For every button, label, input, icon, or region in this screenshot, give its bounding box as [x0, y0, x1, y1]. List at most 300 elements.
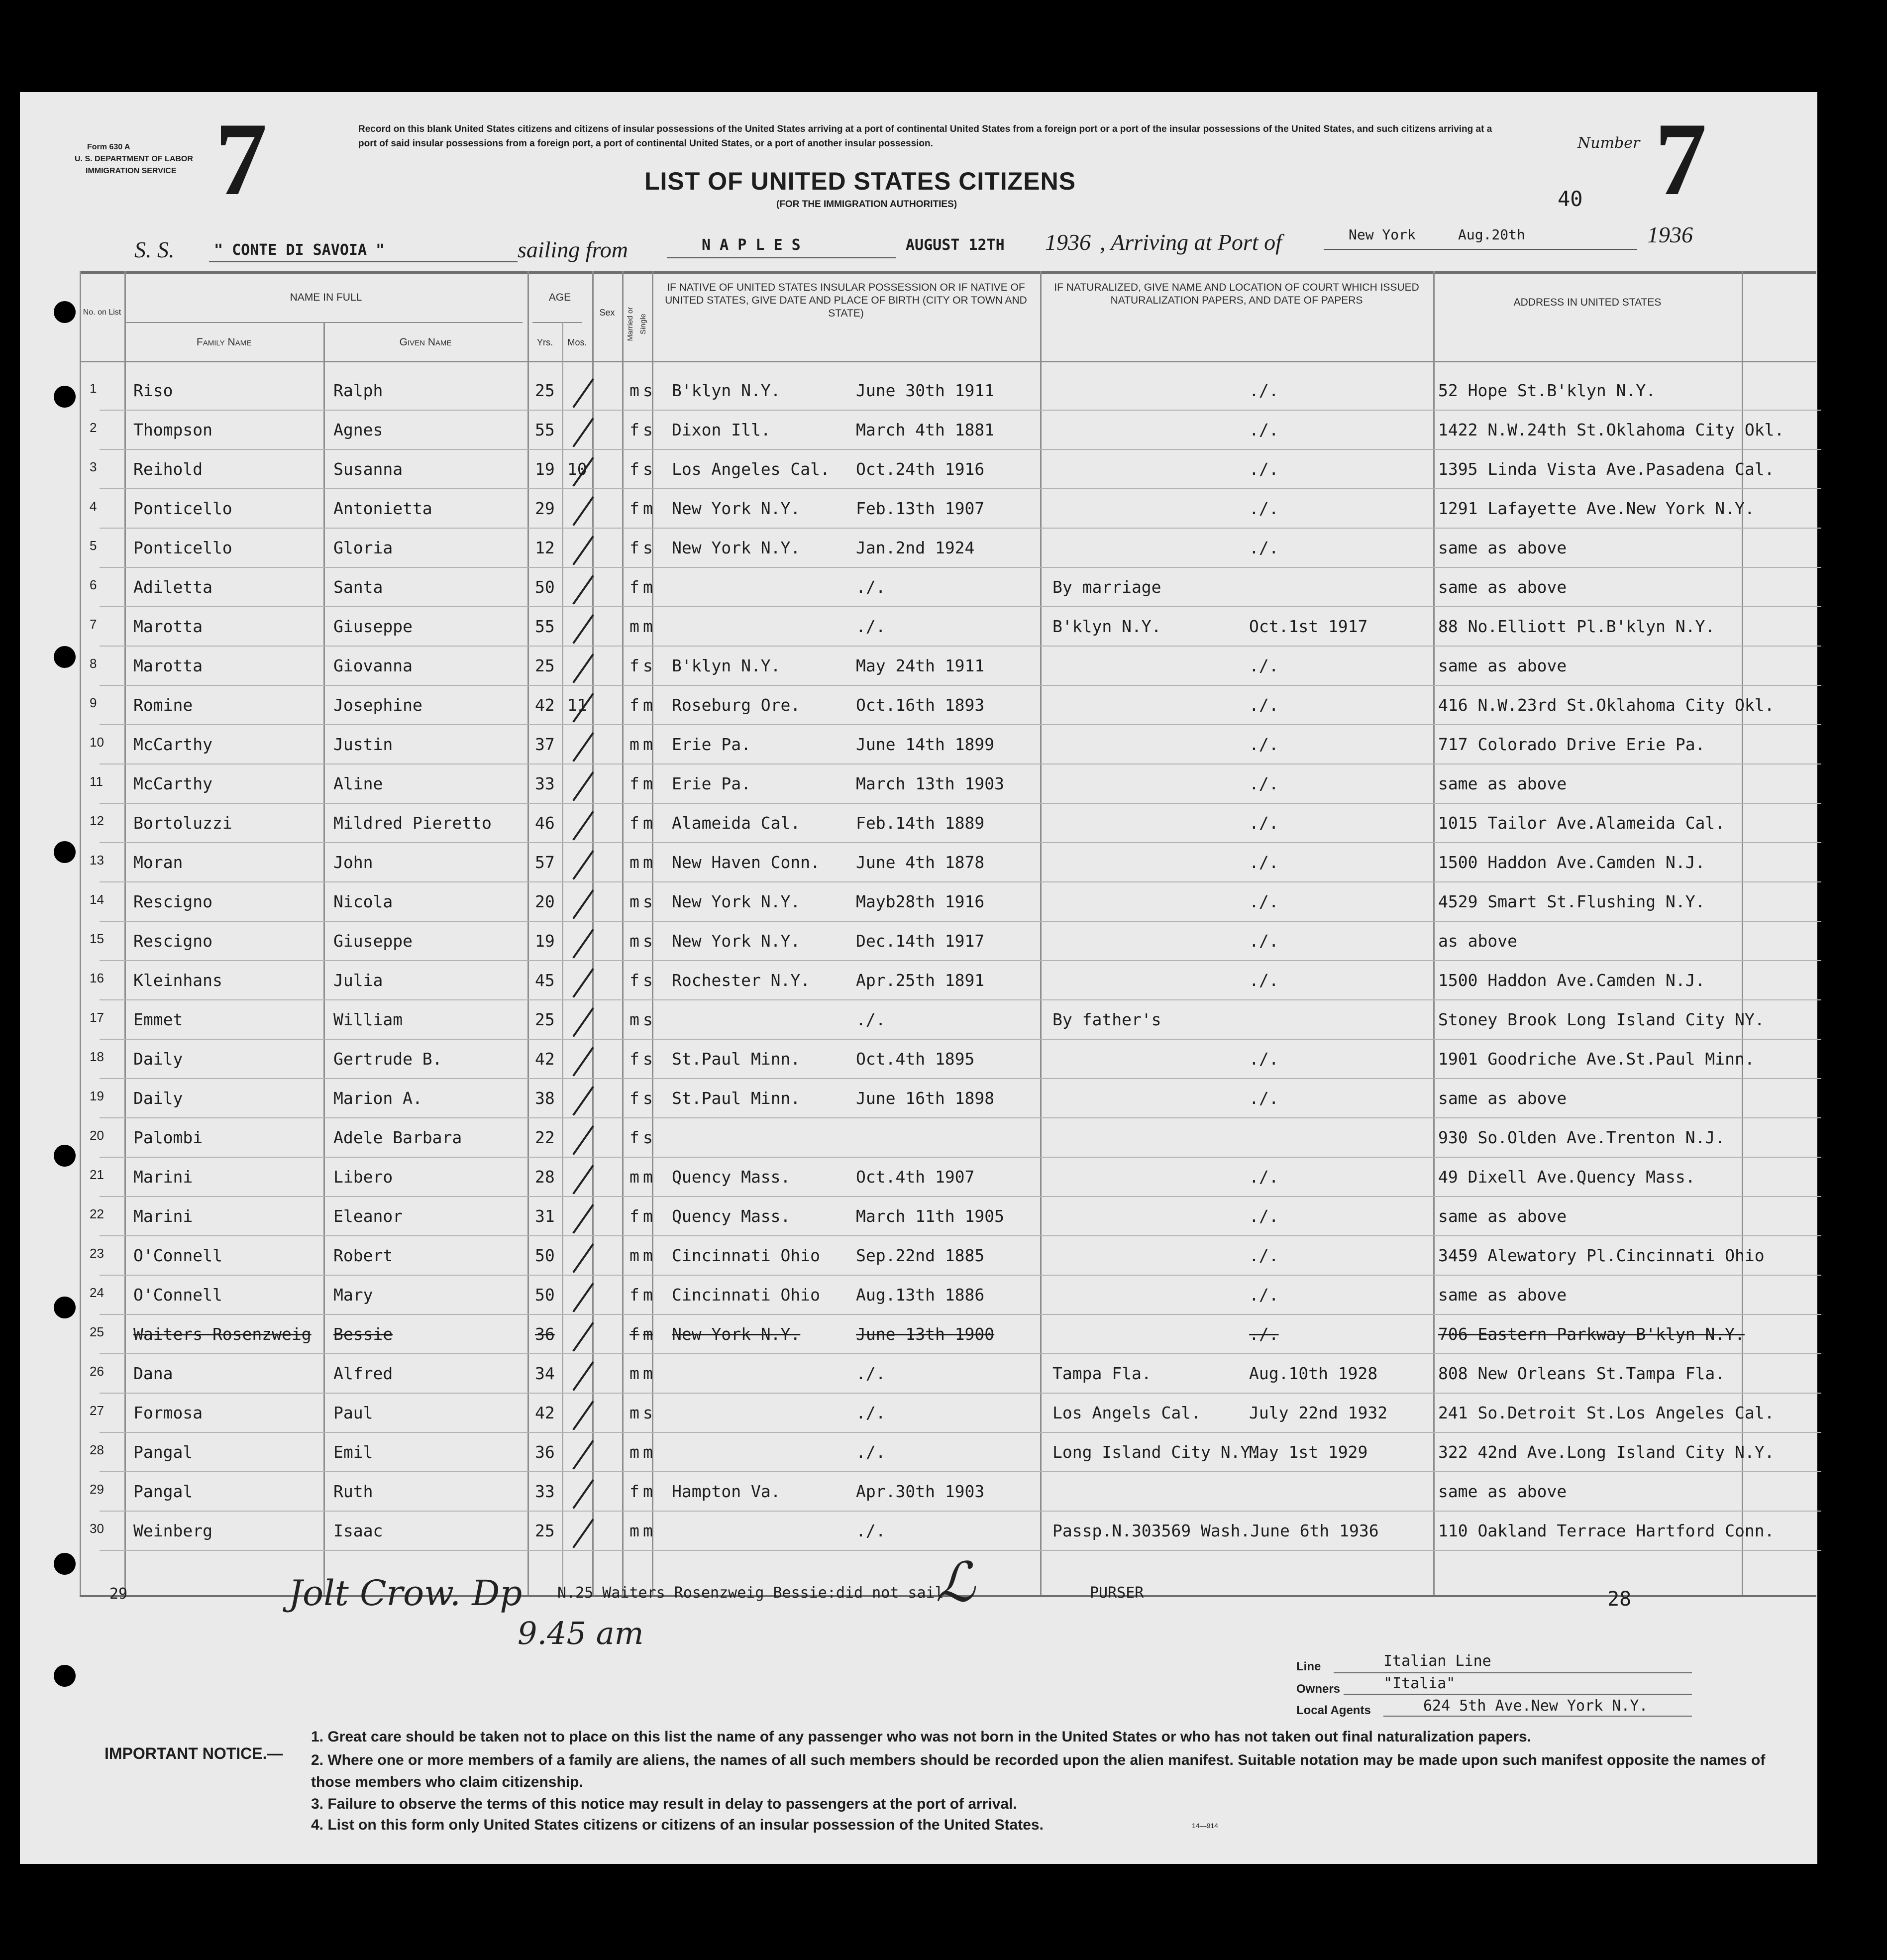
- age-years: 46: [535, 813, 555, 833]
- page-subtitle: (FOR THE IMMIGRATION AUTHORITIES): [776, 199, 957, 210]
- family-name: O'Connell: [133, 1246, 222, 1265]
- row-rule: [100, 803, 1821, 804]
- family-name: Rescigno: [133, 931, 212, 951]
- naturalization-date: ./.: [1249, 1285, 1279, 1305]
- sex: f: [629, 813, 639, 833]
- row-rule: [100, 921, 1821, 922]
- given-name: Adele Barbara: [333, 1128, 462, 1147]
- marital-status: m: [643, 1364, 653, 1383]
- given-name: Bessie: [333, 1324, 393, 1344]
- birth-date: Apr.25th 1891: [856, 971, 985, 990]
- age-years: 57: [535, 853, 555, 872]
- row-number: 13: [90, 853, 104, 868]
- age-years: 34: [535, 1364, 555, 1383]
- birth-place: Los Angeles Cal.: [672, 459, 830, 479]
- marital-status: m: [643, 735, 653, 754]
- check-mark: [572, 1283, 594, 1312]
- row-number: 17: [90, 1010, 104, 1025]
- birth-date: May 24th 1911: [856, 656, 985, 675]
- sex: m: [629, 931, 639, 951]
- row-rule: [100, 881, 1821, 882]
- date-from: AUGUST 12TH: [906, 236, 1005, 254]
- naturalization-date: ./.: [1249, 1089, 1279, 1108]
- check-mark: [572, 1243, 594, 1273]
- did-not-sail-note: N.25 Waiters Rosenzweig Bessie:did not sail: [557, 1584, 944, 1602]
- line-label: Line: [1296, 1660, 1321, 1673]
- birth-date: Oct.4th 1895: [856, 1049, 975, 1069]
- address: same as above: [1438, 656, 1567, 675]
- row-number: 26: [90, 1364, 104, 1379]
- age-years: 31: [535, 1206, 555, 1226]
- print-code: 14—914: [1192, 1822, 1218, 1830]
- birth-place: New York N.Y.: [672, 538, 801, 557]
- row-number: 28: [90, 1442, 104, 1457]
- given-name: Libero: [333, 1167, 393, 1187]
- header-married: Married or Single: [626, 307, 647, 341]
- address: 49 Dixell Ave.Quency Mass.: [1438, 1167, 1695, 1187]
- row-rule: [100, 842, 1821, 843]
- row-rule: [100, 1275, 1821, 1276]
- line-value: Italian Line: [1383, 1652, 1491, 1670]
- naturalization-date: ./.: [1249, 459, 1279, 479]
- birth-date: ./.: [856, 577, 886, 597]
- age-years: 12: [535, 538, 555, 557]
- given-name: Giovanna: [333, 656, 413, 675]
- age-years: 20: [535, 892, 555, 911]
- binder-hole: [54, 386, 76, 408]
- address: 1015 Tailor Ave.Alameida Cal.: [1438, 813, 1725, 833]
- given-name: Justin: [333, 735, 393, 754]
- address: 241 So.Detroit St.Los Angeles Cal.: [1438, 1403, 1775, 1422]
- given-name: Susanna: [333, 459, 403, 479]
- marital-status: s: [643, 1403, 653, 1422]
- row-rule: [100, 1314, 1821, 1315]
- given-name: Marion A.: [333, 1089, 422, 1108]
- naturalization-date: ./.: [1249, 1206, 1279, 1226]
- naturalization-place: By father's: [1052, 1010, 1161, 1029]
- family-name: Weinberg: [133, 1521, 212, 1540]
- age-years: 29: [535, 499, 555, 518]
- row-rule: [100, 999, 1821, 1000]
- address: 1422 N.W.24th St.Oklahoma City Okl.: [1438, 420, 1784, 439]
- family-name: Reihold: [133, 459, 203, 479]
- birth-date: ./.: [856, 1364, 886, 1383]
- birth-date: March 13th 1903: [856, 774, 1005, 793]
- naturalization-place: Passp.N.303569 Wash.June 6th 1936: [1052, 1521, 1379, 1540]
- check-mark: [572, 1440, 594, 1470]
- birth-place: New York N.Y.: [672, 892, 801, 911]
- marital-status: s: [643, 1010, 653, 1029]
- age-years: 38: [535, 1089, 555, 1108]
- family-name: Marotta: [133, 617, 203, 636]
- address: 4529 Smart St.Flushing N.Y.: [1438, 892, 1705, 911]
- date-to: Aug.20th: [1458, 226, 1525, 243]
- year-from: 1936: [1045, 229, 1091, 255]
- birth-date: ./.: [856, 1442, 886, 1462]
- marital-status: m: [643, 853, 653, 872]
- marital-status: m: [643, 1167, 653, 1187]
- notice-item-3: 3. Failure to observe the terms of this notice may result in delay to passengers at the port of arrival.: [311, 1796, 1017, 1812]
- marital-status: s: [643, 1089, 653, 1108]
- row-number: 20: [90, 1128, 104, 1143]
- age-years: 42: [535, 695, 555, 715]
- birth-place: New York N.Y.: [672, 1324, 801, 1344]
- birth-place: Dixon Ill.: [672, 420, 771, 439]
- sex: m: [629, 1167, 639, 1187]
- row-rule: [100, 1117, 1821, 1118]
- age-years: 50: [535, 1246, 555, 1265]
- age-years: 42: [535, 1403, 555, 1422]
- age-years: 25: [535, 1010, 555, 1029]
- sex: f: [629, 1482, 639, 1501]
- naturalization-place: B'klyn N.Y.: [1052, 617, 1161, 636]
- family-name: Adiletta: [133, 577, 212, 597]
- sex: f: [629, 656, 639, 675]
- birth-date: Feb.13th 1907: [856, 499, 985, 518]
- row-rule: [100, 1039, 1821, 1040]
- sex: f: [629, 1128, 639, 1147]
- address: 416 N.W.23rd St.Oklahoma City Okl.: [1438, 695, 1775, 715]
- given-name: Agnes: [333, 420, 383, 439]
- given-name: Julia: [333, 971, 383, 990]
- check-mark: [572, 771, 594, 801]
- sex: m: [629, 853, 639, 872]
- age-years: 36: [535, 1324, 555, 1344]
- sex: f: [629, 499, 639, 518]
- family-name: Dana: [133, 1364, 173, 1383]
- birth-place: New York N.Y.: [672, 499, 801, 518]
- address: same as above: [1438, 1206, 1567, 1226]
- family-name: Bortoluzzi: [133, 813, 232, 833]
- row-number: 6: [90, 577, 97, 592]
- row-number: 21: [90, 1167, 104, 1182]
- given-name: Ralph: [333, 381, 383, 400]
- given-name: Santa: [333, 577, 383, 597]
- check-mark: [572, 1047, 594, 1077]
- address: same as above: [1438, 1089, 1567, 1108]
- row-rule: [100, 960, 1821, 961]
- form-number: Form 630 A: [87, 143, 130, 151]
- handwritten-time: 9.45 am: [518, 1615, 644, 1651]
- age-years: 22: [535, 1128, 555, 1147]
- row-rule: [100, 1353, 1821, 1354]
- marital-status: m: [643, 1324, 653, 1344]
- address: 717 Colorado Drive Erie Pa.: [1438, 735, 1705, 754]
- address: 1500 Haddon Ave.Camden N.J.: [1438, 853, 1705, 872]
- number-label: Number: [1577, 134, 1640, 152]
- family-name: O'Connell: [133, 1285, 222, 1305]
- check-mark: [572, 1479, 594, 1509]
- check-mark: [572, 1322, 594, 1352]
- check-mark: [572, 1361, 594, 1391]
- row-number: 18: [90, 1049, 104, 1064]
- row-rule: [100, 1196, 1821, 1197]
- binder-hole: [54, 1297, 76, 1318]
- naturalization-date: ./.: [1249, 420, 1279, 439]
- notice-heading: IMPORTANT NOTICE.—: [105, 1744, 283, 1762]
- birth-date: Oct.16th 1893: [856, 695, 985, 715]
- check-mark: [572, 811, 594, 841]
- address: 88 No.Elliott Pl.B'klyn N.Y.: [1438, 617, 1715, 636]
- given-name: Isaac: [333, 1521, 383, 1540]
- family-name: Marini: [133, 1167, 193, 1187]
- address: 110 Oakland Terrace Hartford Conn.: [1438, 1521, 1775, 1540]
- marital-status: s: [643, 656, 653, 675]
- sex: m: [629, 381, 639, 400]
- marital-status: s: [643, 538, 653, 557]
- marital-status: m: [643, 695, 653, 715]
- naturalization-date: Oct.1st 1917: [1249, 617, 1368, 636]
- sex: m: [629, 1403, 639, 1422]
- age-years: 25: [535, 656, 555, 675]
- marital-status: m: [643, 577, 653, 597]
- given-name: Gertrude B.: [333, 1049, 442, 1069]
- given-name: Mildred Pieretto: [333, 813, 492, 833]
- naturalization-place: By marriage: [1052, 577, 1161, 597]
- age-years: 37: [535, 735, 555, 754]
- marital-status: m: [643, 1482, 653, 1501]
- birth-place: Roseburg Ore.: [672, 695, 801, 715]
- check-mark: [572, 614, 594, 644]
- birth-date: March 4th 1881: [856, 420, 995, 439]
- birth-date: Oct.24th 1916: [856, 459, 985, 479]
- row-number: 5: [90, 538, 97, 553]
- birth-place: Cincinnati Ohio: [672, 1285, 821, 1305]
- check-mark: [572, 496, 594, 526]
- department: U. S. DEPARTMENT OF LABOR: [75, 155, 193, 163]
- sex: m: [629, 1010, 639, 1029]
- family-name: Formosa: [133, 1403, 203, 1422]
- row-number: 15: [90, 931, 104, 946]
- sex: m: [629, 1364, 639, 1383]
- age-years: 25: [535, 1521, 555, 1540]
- given-name: Ruth: [333, 1482, 373, 1501]
- naturalization-date: Aug.10th 1928: [1249, 1364, 1378, 1383]
- birth-date: Apr.30th 1903: [856, 1482, 985, 1501]
- year-to: 1936: [1647, 222, 1693, 247]
- naturalization-date: ./.: [1249, 381, 1279, 400]
- family-name: Rescigno: [133, 892, 212, 911]
- sex: f: [629, 1049, 639, 1069]
- birth-place: Rochester N.Y.: [672, 971, 811, 990]
- address: 3459 Alewatory Pl.Cincinnati Ohio: [1438, 1246, 1765, 1265]
- total-count: 29: [109, 1585, 128, 1603]
- row-rule: [100, 1471, 1821, 1472]
- address: 1291 Lafayette Ave.New York N.Y.: [1438, 499, 1755, 518]
- birth-date: ./.: [856, 1521, 886, 1540]
- family-name: Kleinhans: [133, 971, 222, 990]
- row-rule: [100, 1078, 1821, 1079]
- address: 1901 Goodriche Ave.St.Paul Minn.: [1438, 1049, 1755, 1069]
- address: 52 Hope St.B'klyn N.Y.: [1438, 381, 1656, 400]
- row-number: 23: [90, 1246, 104, 1261]
- marital-status: s: [643, 1049, 653, 1069]
- header-yrs: Yrs.: [536, 337, 553, 347]
- check-mark: [572, 575, 594, 605]
- naturalization-date: ./.: [1249, 1246, 1279, 1265]
- marital-status: m: [643, 1285, 653, 1305]
- page-title: LIST OF UNITED STATES CITIZENS: [644, 167, 1076, 195]
- family-name: Pangal: [133, 1442, 193, 1462]
- birth-date: ./.: [856, 617, 886, 636]
- naturalization-date: ./.: [1249, 1324, 1279, 1344]
- age-years: 50: [535, 577, 555, 597]
- naturalization-date: ./.: [1249, 1167, 1279, 1187]
- marital-status: s: [643, 381, 653, 400]
- address: 930 So.Olden Ave.Trenton N.J.: [1438, 1128, 1725, 1147]
- naturalization-date: ./.: [1249, 695, 1279, 715]
- birth-place: B'klyn N.Y.: [672, 381, 781, 400]
- address: 706 Eastern Parkway B'klyn N.Y.: [1438, 1324, 1745, 1344]
- binder-hole: [54, 301, 76, 323]
- age-years: 36: [535, 1442, 555, 1462]
- owners-value: "Italia": [1383, 1675, 1456, 1692]
- age-years: 50: [535, 1285, 555, 1305]
- sex: f: [629, 695, 639, 715]
- family-name: McCarthy: [133, 774, 212, 793]
- sex: f: [629, 1089, 639, 1108]
- check-mark: [572, 1519, 594, 1548]
- given-name: Alfred: [333, 1364, 393, 1383]
- check-mark: [572, 653, 594, 683]
- port-to: New York: [1349, 226, 1416, 243]
- birth-place: Erie Pa.: [672, 735, 751, 754]
- row-number: 9: [90, 695, 97, 710]
- owners-label: Owners: [1296, 1682, 1341, 1696]
- given-name: Mary: [333, 1285, 373, 1305]
- binder-hole: [54, 1145, 76, 1167]
- birth-date: June 16th 1898: [856, 1089, 995, 1108]
- header-mos: Mos.: [567, 337, 587, 347]
- family-name: Ponticello: [133, 538, 232, 557]
- sex: m: [629, 892, 639, 911]
- birth-date: Jan.2nd 1924: [856, 538, 975, 557]
- birth-place: Erie Pa.: [672, 774, 751, 793]
- birth-place: St.Paul Minn.: [672, 1089, 801, 1108]
- marital-status: s: [643, 459, 653, 479]
- row-number: 12: [90, 813, 104, 828]
- check-mark: [572, 418, 594, 447]
- birth-date: June 4th 1878: [856, 853, 985, 872]
- sex: f: [629, 1324, 639, 1344]
- address: same as above: [1438, 774, 1567, 793]
- ss-label: S. S.: [134, 237, 175, 262]
- family-name: Pangal: [133, 1482, 193, 1501]
- sex: m: [629, 1246, 639, 1265]
- sex: f: [629, 459, 639, 479]
- family-name: Ponticello: [133, 499, 232, 518]
- manifest-sheet: [20, 92, 1817, 1864]
- sex: m: [629, 1442, 639, 1462]
- birth-place: Alameida Cal.: [672, 813, 801, 833]
- naturalization-place: Tampa Fla.: [1052, 1364, 1152, 1383]
- birth-place: Quency Mass.: [672, 1167, 791, 1187]
- naturalization-date: ./.: [1249, 853, 1279, 872]
- given-name: Antonietta: [333, 499, 432, 518]
- age-years: 55: [535, 420, 555, 439]
- notice-item-1: 1. Great care should be taken not to place on this list the name of any passenger who was not born in the United States or who has not taken out final naturalization papers.: [311, 1729, 1532, 1745]
- header-birth: IF NATIVE OF UNITED STATES INSULAR POSSESSION OR IF NATIVE OF UNITED STATES, GIVE DATE AND PLACE OF BIRTH (CITY OR TOWN AND STATE): [665, 282, 1027, 319]
- binder-hole: [54, 841, 76, 863]
- sailing-label: sailing from: [518, 237, 628, 262]
- address: same as above: [1438, 1482, 1567, 1501]
- birth-date: March 11th 1905: [856, 1206, 1005, 1226]
- given-name: John: [333, 853, 373, 872]
- big-number-left: 7: [215, 102, 267, 217]
- row-number: 2: [90, 420, 97, 435]
- naturalization-date: ./.: [1249, 774, 1279, 793]
- row-rule: [100, 1511, 1821, 1512]
- row-number: 10: [90, 735, 104, 750]
- naturalization-date: July 22nd 1932: [1249, 1403, 1388, 1422]
- naturalization-date: May 1st 1929: [1249, 1442, 1368, 1462]
- naturalization-place: Long Island City N.Y.: [1052, 1442, 1260, 1462]
- row-number: 4: [90, 499, 97, 514]
- address: 1395 Linda Vista Ave.Pasadena Cal.: [1438, 459, 1775, 479]
- birth-date: June 13th 1900: [856, 1324, 995, 1344]
- birth-date: June 14th 1899: [856, 735, 995, 754]
- row-number: 30: [90, 1521, 104, 1536]
- family-name: Moran: [133, 853, 183, 872]
- sex: m: [629, 617, 639, 636]
- row-number: 16: [90, 971, 104, 985]
- family-name: Daily: [133, 1049, 183, 1069]
- row-number: 24: [90, 1285, 104, 1300]
- family-name: Marotta: [133, 656, 203, 675]
- arriving-label: , Arriving at Port of: [1100, 229, 1282, 255]
- row-number: 29: [90, 1482, 104, 1497]
- row-rule: [100, 1393, 1821, 1394]
- given-name: Robert: [333, 1246, 393, 1265]
- family-name: Marini: [133, 1206, 193, 1226]
- check-mark: [572, 889, 594, 919]
- address: 322 42nd Ave.Long Island City N.Y.: [1438, 1442, 1775, 1462]
- naturalization-date: ./.: [1249, 656, 1279, 675]
- family-name: Emmet: [133, 1010, 183, 1029]
- sex: f: [629, 577, 639, 597]
- birth-date: ./.: [856, 1403, 886, 1422]
- notice-item-4: 4. List on this form only United States citizens or citizens of an insular possession of the United States.: [311, 1817, 1044, 1833]
- age-years: 33: [535, 774, 555, 793]
- header-no: No. on List: [83, 308, 121, 317]
- address: same as above: [1438, 1285, 1567, 1305]
- instructions: Record on this blank United States citizens and citizens of insular possessions of the United States arriving at a port of continental United States from a foreign port or a port of the insular possessions of the United States, and such citizens arriving at a port of said insular possessions from a foreign port, a port of continental United States, or a port of another insular possession.: [358, 124, 1492, 149]
- birth-date: Dec.14th 1917: [856, 931, 985, 951]
- row-rule: [100, 724, 1821, 725]
- sex: f: [629, 774, 639, 793]
- binder-hole: [54, 1665, 76, 1687]
- marital-status: m: [643, 1442, 653, 1462]
- age-years: 45: [535, 971, 555, 990]
- sex: m: [629, 1521, 639, 1540]
- birth-place: New Haven Conn.: [672, 853, 821, 872]
- family-name: Waiters Rosenzweig: [133, 1324, 312, 1344]
- age-years: 33: [535, 1482, 555, 1501]
- age-years: 55: [535, 617, 555, 636]
- check-mark: [572, 1007, 594, 1037]
- sex: m: [629, 735, 639, 754]
- check-mark: [572, 1086, 594, 1116]
- check-mark: [572, 850, 594, 880]
- marital-status: s: [643, 931, 653, 951]
- check-mark: [572, 1401, 594, 1430]
- birth-date: June 30th 1911: [856, 381, 995, 400]
- birth-place: Hampton Va.: [672, 1482, 781, 1501]
- header-naturalized: IF NATURALIZED, GIVE NAME AND LOCATION OF COURT WHICH ISSUED NATURALIZATION PAPERS, AND DATE OF PAPERS: [1054, 282, 1419, 306]
- age-years: 25: [535, 381, 555, 400]
- family-name: Palombi: [133, 1128, 203, 1147]
- marital-status: s: [643, 971, 653, 990]
